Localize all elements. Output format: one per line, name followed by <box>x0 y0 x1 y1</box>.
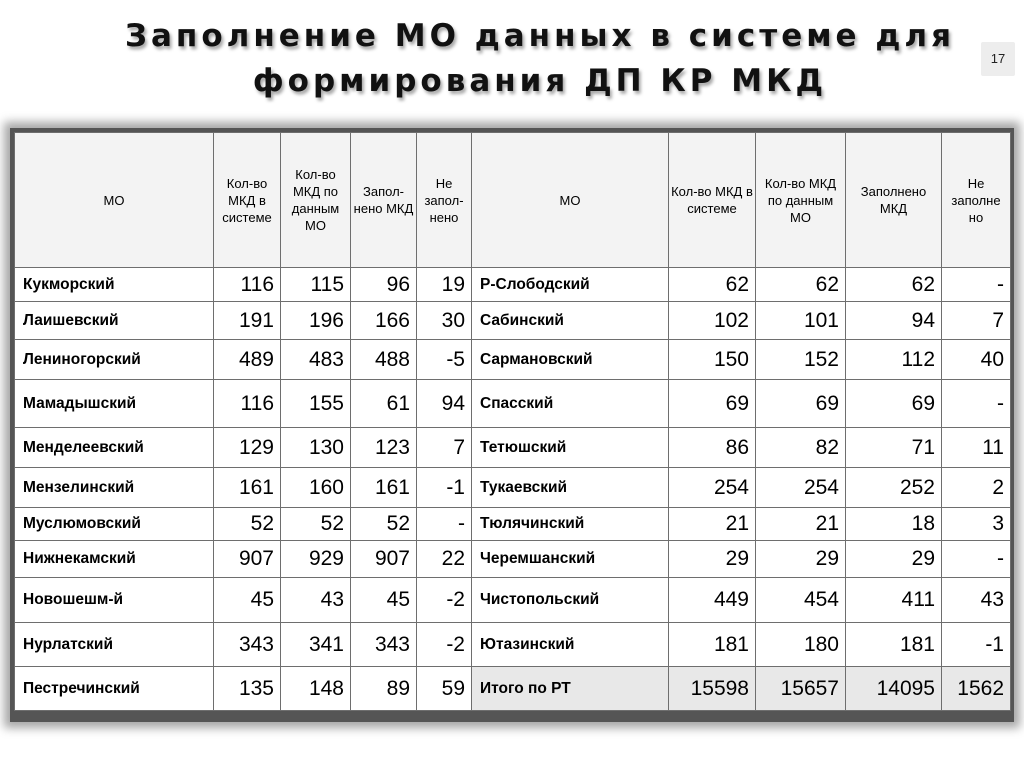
mo-name-cell: Черемшанский <box>472 541 669 578</box>
value-cell: 166 <box>351 302 417 340</box>
value-cell: 62 <box>669 268 756 302</box>
value-cell: 19 <box>417 268 472 302</box>
value-cell: 483 <box>281 340 351 380</box>
value-cell: 907 <box>214 541 281 578</box>
slide-title-line-1: Заполнение МО данных в системе для <box>124 18 956 54</box>
table-row <box>15 468 1011 508</box>
header-system-right: Кол-во МКД в системе <box>669 133 756 268</box>
value-cell: 3 <box>942 508 1011 541</box>
value-cell: 152 <box>756 340 846 380</box>
mo-name-cell: Тукаевский <box>472 468 669 508</box>
value-cell: 22 <box>417 541 472 578</box>
value-cell: 102 <box>669 302 756 340</box>
mo-name-cell: Сармановский <box>472 340 669 380</box>
value-cell: -1 <box>942 623 1011 667</box>
value-cell: 130 <box>281 428 351 468</box>
value-cell: 18 <box>846 508 942 541</box>
value-cell: 150 <box>669 340 756 380</box>
value-cell: 69 <box>846 380 942 428</box>
table-row <box>15 578 1011 623</box>
table-body <box>15 268 1011 711</box>
value-cell: 45 <box>351 578 417 623</box>
value-cell: 29 <box>756 541 846 578</box>
table-row <box>15 340 1011 380</box>
value-cell: 86 <box>669 428 756 468</box>
value-cell: 52 <box>214 508 281 541</box>
header-mo-right: МО <box>472 133 669 268</box>
value-cell: 14095 <box>846 667 942 711</box>
mo-name-cell: Тюлячинский <box>472 508 669 541</box>
table-row <box>15 667 1011 711</box>
value-cell: 15598 <box>669 667 756 711</box>
mo-name-cell: Пестречинский <box>15 667 214 711</box>
mo-name-cell: Мензелинский <box>15 468 214 508</box>
header-unfilled-right: Не заполне но <box>942 133 1011 268</box>
value-cell: 181 <box>669 623 756 667</box>
value-cell: 61 <box>351 380 417 428</box>
value-cell: 180 <box>756 623 846 667</box>
value-cell: 254 <box>669 468 756 508</box>
mo-name-cell: Чистопольский <box>472 578 669 623</box>
value-cell: 112 <box>846 340 942 380</box>
value-cell: - <box>942 380 1011 428</box>
value-cell: 82 <box>756 428 846 468</box>
value-cell: 196 <box>281 302 351 340</box>
value-cell: 45 <box>214 578 281 623</box>
value-cell: 115 <box>281 268 351 302</box>
mo-name-cell: Менделеевский <box>15 428 214 468</box>
value-cell: 52 <box>351 508 417 541</box>
mo-name-cell: Кукморский <box>15 268 214 302</box>
value-cell: 101 <box>756 302 846 340</box>
value-cell: - <box>417 508 472 541</box>
value-cell: 94 <box>417 380 472 428</box>
value-cell: 52 <box>281 508 351 541</box>
value-cell: -5 <box>417 340 472 380</box>
value-cell: -1 <box>417 468 472 508</box>
value-cell: 15657 <box>756 667 846 711</box>
mo-name-cell: Сабинский <box>472 302 669 340</box>
data-table <box>14 132 1011 711</box>
value-cell: 343 <box>214 623 281 667</box>
table-row <box>15 380 1011 428</box>
header-mo-data-right: Кол-во МКД по данным МО <box>756 133 846 268</box>
page-number: 17 <box>981 42 1015 76</box>
mo-name-cell: Спасский <box>472 380 669 428</box>
header-system-left: Кол-во МКД в системе <box>214 133 281 268</box>
header-filled-right: Заполнено МКД <box>846 133 942 268</box>
value-cell: 71 <box>846 428 942 468</box>
table-row <box>15 623 1011 667</box>
value-cell: 2 <box>942 468 1011 508</box>
value-cell: 160 <box>281 468 351 508</box>
value-cell: 21 <box>669 508 756 541</box>
value-cell: 155 <box>281 380 351 428</box>
value-cell: 411 <box>846 578 942 623</box>
value-cell: 343 <box>351 623 417 667</box>
slide-title-line-2: формирования ДП КР МКД <box>252 63 828 99</box>
value-cell: 191 <box>214 302 281 340</box>
value-cell: 43 <box>942 578 1011 623</box>
value-cell: 94 <box>846 302 942 340</box>
value-cell: 11 <box>942 428 1011 468</box>
header-filled-left: Запол-нено МКД <box>351 133 417 268</box>
value-cell: 161 <box>214 468 281 508</box>
value-cell: 135 <box>214 667 281 711</box>
header-mo-left: МО <box>15 133 214 268</box>
mo-name-cell: Новошешм-й <box>15 578 214 623</box>
value-cell: -2 <box>417 623 472 667</box>
value-cell: 454 <box>756 578 846 623</box>
value-cell: 116 <box>214 268 281 302</box>
value-cell: 129 <box>214 428 281 468</box>
value-cell: 161 <box>351 468 417 508</box>
table-row <box>15 541 1011 578</box>
value-cell: 488 <box>351 340 417 380</box>
header-row <box>15 133 1011 268</box>
slide-title <box>100 14 980 104</box>
value-cell: -2 <box>417 578 472 623</box>
table-row <box>15 508 1011 541</box>
value-cell: 62 <box>846 268 942 302</box>
table-frame <box>10 128 1014 722</box>
value-cell: 1562 <box>942 667 1011 711</box>
mo-name-cell: Р-Слободский <box>472 268 669 302</box>
value-cell: 341 <box>281 623 351 667</box>
value-cell: 181 <box>846 623 942 667</box>
value-cell: 29 <box>846 541 942 578</box>
value-cell: 69 <box>669 380 756 428</box>
header-unfilled-left: Не запол-нено <box>417 133 472 268</box>
value-cell: 7 <box>942 302 1011 340</box>
value-cell: 59 <box>417 667 472 711</box>
value-cell: 40 <box>942 340 1011 380</box>
mo-name-cell: Муслюмовский <box>15 508 214 541</box>
value-cell: 43 <box>281 578 351 623</box>
value-cell: 489 <box>214 340 281 380</box>
mo-name-cell: Лаишевский <box>15 302 214 340</box>
value-cell: 7 <box>417 428 472 468</box>
value-cell: 29 <box>669 541 756 578</box>
mo-name-cell: Тетюшский <box>472 428 669 468</box>
mo-name-cell: Нижнекамский <box>15 541 214 578</box>
table-row <box>15 268 1011 302</box>
mo-name-cell: Нурлатский <box>15 623 214 667</box>
table-row <box>15 302 1011 340</box>
mo-name-cell: Ютазинский <box>472 623 669 667</box>
value-cell: - <box>942 541 1011 578</box>
value-cell: 21 <box>756 508 846 541</box>
value-cell: 89 <box>351 667 417 711</box>
header-mo-data-left: Кол-во МКД по данным МО <box>281 133 351 268</box>
value-cell: 69 <box>756 380 846 428</box>
value-cell: - <box>942 268 1011 302</box>
value-cell: 123 <box>351 428 417 468</box>
value-cell: 907 <box>351 541 417 578</box>
value-cell: 254 <box>756 468 846 508</box>
value-cell: 30 <box>417 302 472 340</box>
mo-name-cell: Итого по РТ <box>472 667 669 711</box>
value-cell: 449 <box>669 578 756 623</box>
mo-name-cell: Мамадышский <box>15 380 214 428</box>
mo-name-cell: Лениногорский <box>15 340 214 380</box>
value-cell: 929 <box>281 541 351 578</box>
value-cell: 116 <box>214 380 281 428</box>
value-cell: 62 <box>756 268 846 302</box>
value-cell: 148 <box>281 667 351 711</box>
value-cell: 252 <box>846 468 942 508</box>
table-row <box>15 428 1011 468</box>
value-cell: 96 <box>351 268 417 302</box>
